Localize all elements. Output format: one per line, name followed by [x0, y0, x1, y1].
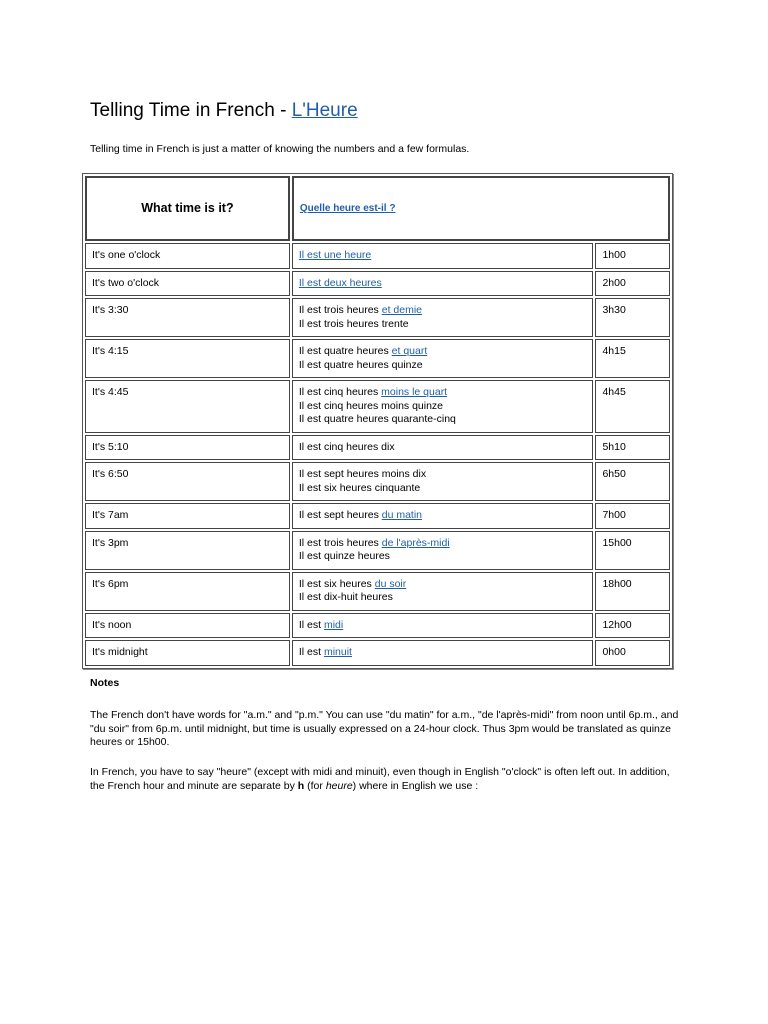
french-cell: [292, 640, 594, 666]
french-link[interactable]: et demie: [381, 304, 423, 316]
notes-paragraph-1: The French don't have words for "a.m." and "p.m." You can use "du matin" for a.m., "de l'après-midi" from noon until 6p.m., and "du soir" from 6p.m. until midnight, but time is usually expressed on a 24-hour clock. Thus 3pm would be translated as quinze heures or 15h00.: [90, 709, 679, 748]
french-line: [299, 304, 587, 318]
french-cell: [292, 572, 594, 611]
french-text: Il est quinze heures: [298, 550, 390, 562]
english-cell: It's 6:50: [85, 462, 290, 501]
french-text: Il est: [298, 618, 324, 631]
french-line: [299, 537, 587, 551]
french-line: [299, 550, 587, 564]
french-line: [299, 318, 587, 332]
notes-p2-text-c: (for: [304, 779, 326, 792]
french-text: Il est quatre heures quinze: [298, 358, 423, 371]
french-link[interactable]: midi: [323, 618, 344, 631]
numeric-time-cell: 4h45: [595, 380, 670, 433]
notes-p2-text-a: In French, you have to say "heure" (except with midi and minuit), even though in English "o'clock" is often left out. In addition, the French hour and minute are separate by: [90, 766, 670, 792]
numeric-time-cell: 7h00: [595, 503, 670, 529]
french-line: [299, 249, 587, 263]
french-link[interactable]: du matin: [381, 509, 423, 521]
french-cell: [292, 503, 594, 529]
table-row: [85, 531, 670, 570]
french-text: Il est six heures cinquante: [298, 481, 421, 494]
table-header-row: [85, 176, 670, 241]
english-cell: It's 6pm: [85, 572, 290, 611]
table-row: [85, 380, 670, 433]
french-cell: [292, 435, 594, 461]
english-cell: It's 7am: [85, 503, 290, 529]
french-link[interactable]: Il est deux heures: [298, 276, 382, 289]
french-text: Il est sept heures moins dix: [298, 468, 427, 480]
table-row: [85, 339, 670, 378]
french-text: Il est dix-huit heures: [298, 591, 393, 603]
notes-p2-bold-h: h: [297, 779, 305, 792]
english-cell: It's 4:15: [85, 339, 290, 378]
table-row: [85, 435, 670, 461]
french-line: [299, 646, 587, 660]
table-row: [85, 503, 670, 529]
table-row: [85, 462, 670, 501]
numeric-time-cell: 4h15: [595, 339, 670, 378]
french-text: Il est trois heures: [298, 536, 382, 549]
page-title: [90, 100, 358, 122]
french-line: [299, 400, 587, 414]
french-cell: [292, 271, 594, 297]
french-text: Il est cinq heures dix: [298, 440, 395, 453]
french-text: Il est: [298, 646, 324, 658]
french-link[interactable]: de l'après-midi: [381, 536, 450, 549]
english-cell: It's 3:30: [85, 298, 290, 337]
french-cell: [292, 298, 594, 337]
header-french-cell: [292, 176, 670, 241]
french-link[interactable]: minuit: [323, 646, 352, 658]
french-line: [299, 482, 587, 496]
french-cell: [292, 380, 594, 433]
time-table: [82, 173, 673, 669]
french-link[interactable]: moins le quart: [381, 386, 448, 398]
french-link[interactable]: du soir: [374, 577, 407, 590]
french-line: [299, 619, 587, 633]
notes-paragraph-2: [90, 766, 680, 793]
english-cell: It's 3pm: [85, 531, 290, 570]
numeric-time-cell: 0h00: [595, 640, 670, 666]
french-line: [299, 413, 587, 427]
french-line: [299, 468, 587, 482]
table-row: [85, 613, 670, 639]
numeric-time-cell: 15h00: [595, 531, 670, 570]
numeric-time-cell: 18h00: [595, 572, 670, 611]
intro-text: Telling time in French is just a matter of knowing the numbers and a few formulas.: [90, 143, 470, 155]
french-cell: [292, 613, 594, 639]
numeric-time-cell: 5h10: [595, 435, 670, 461]
numeric-time-cell: 6h50: [595, 462, 670, 501]
french-cell: [292, 462, 594, 501]
french-link[interactable]: et quart: [391, 345, 428, 357]
french-text: Il est trois heures: [298, 304, 382, 316]
french-cell: [292, 243, 594, 269]
english-cell: It's two o'clock: [85, 271, 290, 297]
numeric-time-cell: 3h30: [595, 298, 670, 337]
english-cell: It's one o'clock: [85, 243, 290, 269]
notes-p2-text-e: ) where in English we use :: [352, 779, 479, 792]
french-line: [299, 345, 587, 359]
english-cell: It's 4:45: [85, 380, 290, 433]
french-line: [299, 578, 587, 592]
english-cell: It's noon: [85, 613, 290, 639]
table-row: [85, 640, 670, 666]
french-line: [299, 441, 587, 455]
title-text: Telling Time in French -: [90, 100, 292, 121]
french-cell: [292, 531, 594, 570]
french-text: Il est cinq heures moins quinze: [298, 399, 444, 412]
french-text: Il est quatre heures quarante-cinq: [298, 413, 456, 425]
table-row: [85, 298, 670, 337]
table-row: [85, 271, 670, 297]
french-line: [299, 509, 587, 523]
french-cell: [292, 339, 594, 378]
french-text: Il est quatre heures: [298, 345, 392, 357]
french-line: [299, 591, 587, 605]
title-link[interactable]: L'Heure: [291, 100, 358, 121]
french-text: Il est sept heures: [298, 509, 382, 521]
french-text: Il est six heures: [298, 577, 375, 590]
english-cell: It's midnight: [85, 640, 290, 666]
french-line: [299, 386, 587, 400]
numeric-time-cell: 12h00: [595, 613, 670, 639]
table-row: [85, 572, 670, 611]
numeric-time-cell: 1h00: [595, 243, 670, 269]
header-french-link[interactable]: Quelle heure est-il ?: [299, 202, 396, 214]
header-english: What time is it?: [85, 176, 290, 241]
french-text: Il est trois heures trente: [298, 317, 409, 330]
numeric-time-cell: 2h00: [595, 271, 670, 297]
english-cell: It's 5:10: [85, 435, 290, 461]
notes-heading: Notes: [90, 677, 120, 689]
french-link[interactable]: Il est une heure: [298, 249, 372, 261]
french-line: [299, 277, 587, 291]
french-line: [299, 359, 587, 373]
table-row: [85, 243, 670, 269]
french-text: Il est cinq heures: [298, 386, 382, 398]
notes-p2-italic-heure: heure: [325, 779, 353, 792]
